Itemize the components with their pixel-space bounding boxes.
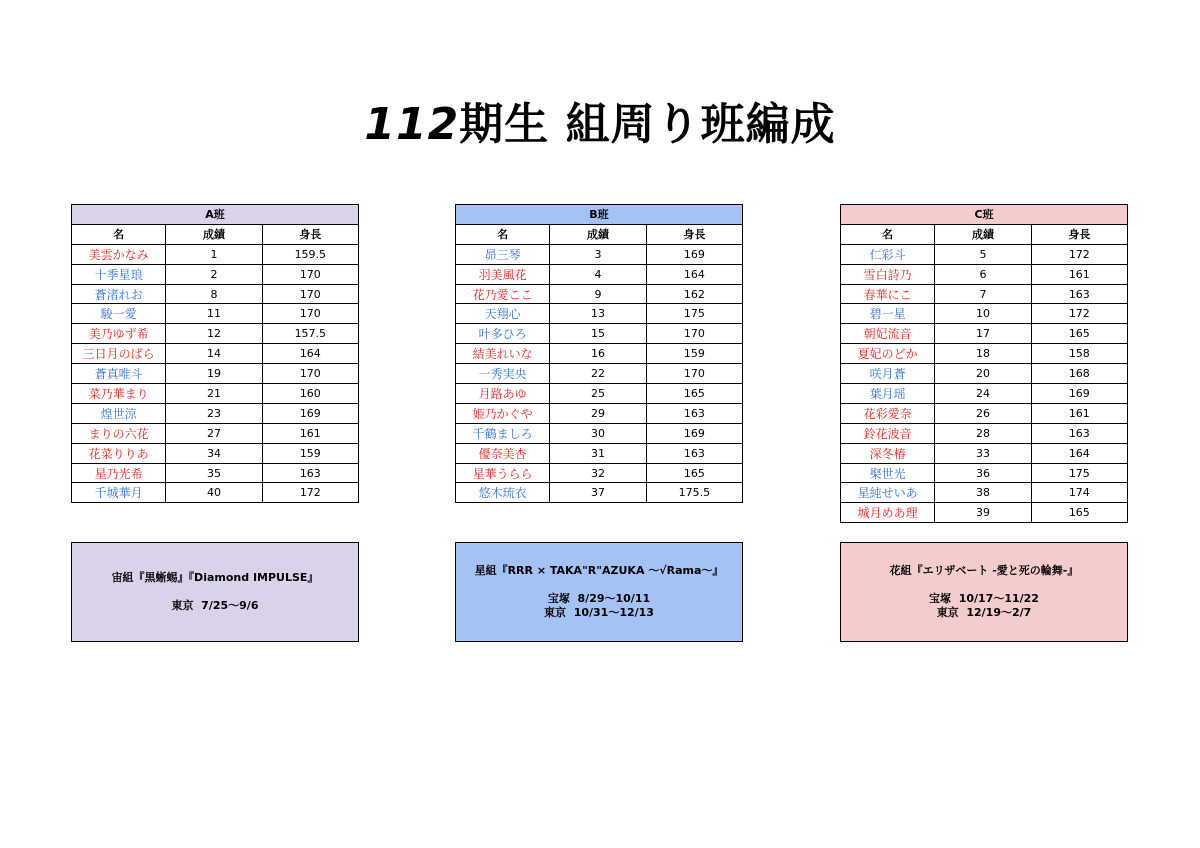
member-score: 1 (166, 244, 262, 264)
member-row (841, 344, 1128, 364)
member-row (72, 304, 359, 324)
group-b-table (455, 204, 743, 503)
member-score: 24 (935, 384, 1031, 404)
group-c-date-line: 宝塚 10/17〜11/22 (929, 592, 1039, 606)
member-row (456, 443, 743, 463)
member-height: 158 (1031, 344, 1127, 364)
member-score: 13 (550, 304, 646, 324)
member-score: 12 (166, 324, 262, 344)
member-score: 20 (935, 364, 1031, 384)
member-height: 175 (646, 304, 742, 324)
member-row (841, 364, 1128, 384)
member-row (72, 443, 359, 463)
member-score: 29 (550, 403, 646, 423)
member-name: 優奈美杏 (456, 443, 550, 463)
member-height: 164 (646, 264, 742, 284)
member-name: 美雲かなみ (72, 244, 166, 264)
member-score: 23 (166, 403, 262, 423)
col-name-header: 名 (72, 224, 166, 244)
member-name: 星乃光希 (72, 463, 166, 483)
member-row (72, 264, 359, 284)
member-row (841, 284, 1128, 304)
member-height: 164 (1031, 443, 1127, 463)
member-height: 172 (262, 483, 358, 503)
member-row (841, 443, 1128, 463)
member-row (72, 423, 359, 443)
group-c-performance-box (840, 542, 1128, 642)
member-name: 叶多ひろ (456, 324, 550, 344)
member-name: まりの六花 (72, 423, 166, 443)
member-height: 170 (262, 364, 358, 384)
member-name: 昴三琴 (456, 244, 550, 264)
member-row (456, 423, 743, 443)
member-score: 4 (550, 264, 646, 284)
group-b-performance-box (455, 542, 743, 642)
member-score: 28 (935, 423, 1031, 443)
member-score: 9 (550, 284, 646, 304)
group-c-show-title: 花組『エリザベート -愛と死の輪舞-』 (889, 564, 1079, 578)
member-score: 15 (550, 324, 646, 344)
col-name-header: 名 (841, 224, 935, 244)
member-name: 三日月のばら (72, 344, 166, 364)
member-score: 2 (166, 264, 262, 284)
col-height-header: 身長 (646, 224, 742, 244)
title-number: 112 (364, 99, 460, 150)
member-score: 8 (166, 284, 262, 304)
member-row (841, 264, 1128, 284)
member-score: 37 (550, 483, 646, 503)
member-name: 朝妃流音 (841, 324, 935, 344)
group-c-date-line: 東京 12/19〜2/7 (936, 605, 1032, 619)
member-score: 5 (935, 244, 1031, 264)
member-name: 星純せいあ (841, 483, 935, 503)
member-name: 葉月瑶 (841, 384, 935, 404)
member-name: 花彩愛奈 (841, 403, 935, 423)
member-row (456, 403, 743, 423)
group-a-label: A班 (72, 205, 359, 225)
member-row (456, 264, 743, 284)
member-score: 7 (935, 284, 1031, 304)
member-row (456, 483, 743, 503)
member-score: 36 (935, 463, 1031, 483)
member-row (841, 483, 1128, 503)
member-score: 25 (550, 384, 646, 404)
group-b-rows (456, 244, 743, 503)
member-score: 35 (166, 463, 262, 483)
member-name: 雪白詩乃 (841, 264, 935, 284)
member-height: 163 (1031, 423, 1127, 443)
group-c-table (840, 204, 1128, 523)
member-name: 咲月蒼 (841, 364, 935, 384)
member-height: 161 (262, 423, 358, 443)
member-height: 172 (1031, 244, 1127, 264)
member-height: 160 (262, 384, 358, 404)
member-name: 菜乃華まり (72, 384, 166, 404)
member-height: 165 (646, 463, 742, 483)
member-height: 163 (262, 463, 358, 483)
member-height: 170 (646, 364, 742, 384)
member-height: 161 (1031, 403, 1127, 423)
member-name: 城月めあ理 (841, 503, 935, 523)
member-row (841, 324, 1128, 344)
member-height: 164 (262, 344, 358, 364)
member-row (841, 423, 1128, 443)
member-score: 11 (166, 304, 262, 324)
member-height: 165 (1031, 324, 1127, 344)
group-a-performance-box (71, 542, 359, 642)
member-row (72, 384, 359, 404)
member-row (72, 364, 359, 384)
member-height: 159 (262, 443, 358, 463)
member-height: 169 (262, 403, 358, 423)
member-score: 33 (935, 443, 1031, 463)
member-height: 162 (646, 284, 742, 304)
member-score: 22 (550, 364, 646, 384)
member-height: 168 (1031, 364, 1127, 384)
member-row (456, 344, 743, 364)
member-score: 40 (166, 483, 262, 503)
member-name: 天翔心 (456, 304, 550, 324)
member-height: 172 (1031, 304, 1127, 324)
member-name: 煌世涼 (72, 403, 166, 423)
col-score-header: 成績 (166, 224, 262, 244)
member-row (841, 403, 1128, 423)
member-row (841, 304, 1128, 324)
member-row (456, 324, 743, 344)
member-row (456, 244, 743, 264)
member-name: 千鶴ましろ (456, 423, 550, 443)
member-score: 38 (935, 483, 1031, 503)
member-score: 3 (550, 244, 646, 264)
member-height: 165 (646, 384, 742, 404)
member-score: 17 (935, 324, 1031, 344)
member-name: 千城華月 (72, 483, 166, 503)
group-b-label: B班 (456, 205, 743, 225)
member-height: 170 (262, 284, 358, 304)
member-score: 34 (166, 443, 262, 463)
member-name: 夏妃のどか (841, 344, 935, 364)
member-name: 蒼渚れお (72, 284, 166, 304)
group-a-date-line: 東京 7/25〜9/6 (171, 599, 259, 612)
member-row (72, 244, 359, 264)
member-height: 169 (646, 244, 742, 264)
member-height: 163 (646, 403, 742, 423)
member-name: 月路あゆ (456, 384, 550, 404)
member-name: 星華うらら (456, 463, 550, 483)
group-a-show-title: 宙組『黒蜥蜴』『Diamond IMPULSE』 (111, 571, 319, 585)
group-a-table (71, 204, 359, 503)
member-name: 花菜りりあ (72, 443, 166, 463)
member-row (72, 483, 359, 503)
member-name: 姫乃かぐや (456, 403, 550, 423)
member-name: 碧一星 (841, 304, 935, 324)
member-name: 蒼真唯斗 (72, 364, 166, 384)
member-height: 170 (262, 304, 358, 324)
member-row (456, 304, 743, 324)
member-score: 27 (166, 423, 262, 443)
member-name: 棸世光 (841, 463, 935, 483)
member-name: 悠木琉衣 (456, 483, 550, 503)
member-height: 159 (646, 344, 742, 364)
member-score: 6 (935, 264, 1031, 284)
member-name: 深冬椿 (841, 443, 935, 463)
col-name-header: 名 (456, 224, 550, 244)
member-score: 16 (550, 344, 646, 364)
col-height-header: 身長 (262, 224, 358, 244)
member-score: 30 (550, 423, 646, 443)
member-score: 14 (166, 344, 262, 364)
member-score: 19 (166, 364, 262, 384)
member-row (456, 364, 743, 384)
member-name: 結美れいな (456, 344, 550, 364)
member-row (841, 503, 1128, 523)
member-score: 26 (935, 403, 1031, 423)
member-height: 163 (1031, 284, 1127, 304)
group-c-rows (841, 244, 1128, 522)
group-a-rows (72, 244, 359, 503)
member-name: 十季星琅 (72, 264, 166, 284)
page-title (0, 88, 1200, 152)
member-height: 170 (646, 324, 742, 344)
member-row (72, 403, 359, 423)
col-height-header: 身長 (1031, 224, 1127, 244)
member-height: 175.5 (646, 483, 742, 503)
member-height: 157.5 (262, 324, 358, 344)
member-row (72, 324, 359, 344)
member-score: 10 (935, 304, 1031, 324)
member-score: 31 (550, 443, 646, 463)
member-height: 175 (1031, 463, 1127, 483)
member-height: 169 (1031, 384, 1127, 404)
group-b-show-title: 星組『RRR × TAKA"R"AZUKA 〜√Rama〜』 (474, 564, 724, 578)
group-c-label: C班 (841, 205, 1128, 225)
member-height: 174 (1031, 483, 1127, 503)
col-score-header: 成績 (550, 224, 646, 244)
member-height: 165 (1031, 503, 1127, 523)
member-name: 駿一愛 (72, 304, 166, 324)
member-name: 羽美風花 (456, 264, 550, 284)
member-name: 美乃ゆず希 (72, 324, 166, 344)
member-row (841, 384, 1128, 404)
member-name: 一秀実央 (456, 364, 550, 384)
member-row (456, 463, 743, 483)
col-score-header: 成績 (935, 224, 1031, 244)
member-row (72, 344, 359, 364)
member-row (72, 463, 359, 483)
member-row (456, 384, 743, 404)
member-row (841, 244, 1128, 264)
member-height: 163 (646, 443, 742, 463)
member-row (841, 463, 1128, 483)
member-score: 21 (166, 384, 262, 404)
member-height: 159.5 (262, 244, 358, 264)
member-name: 仁彩斗 (841, 244, 935, 264)
member-score: 39 (935, 503, 1031, 523)
group-b-date-line: 宝塚 8/29〜10/11 (547, 592, 651, 606)
group-b-date-line: 東京 10/31〜12/13 (544, 605, 654, 619)
member-name: 鈴花波音 (841, 423, 935, 443)
title-text: 期生 組周り班編成 (459, 99, 836, 150)
member-height: 169 (646, 423, 742, 443)
member-row (72, 284, 359, 304)
member-height: 161 (1031, 264, 1127, 284)
member-score: 18 (935, 344, 1031, 364)
member-row (456, 284, 743, 304)
member-height: 170 (262, 264, 358, 284)
member-score: 32 (550, 463, 646, 483)
member-name: 花乃愛ここ (456, 284, 550, 304)
member-name: 春華にこ (841, 284, 935, 304)
